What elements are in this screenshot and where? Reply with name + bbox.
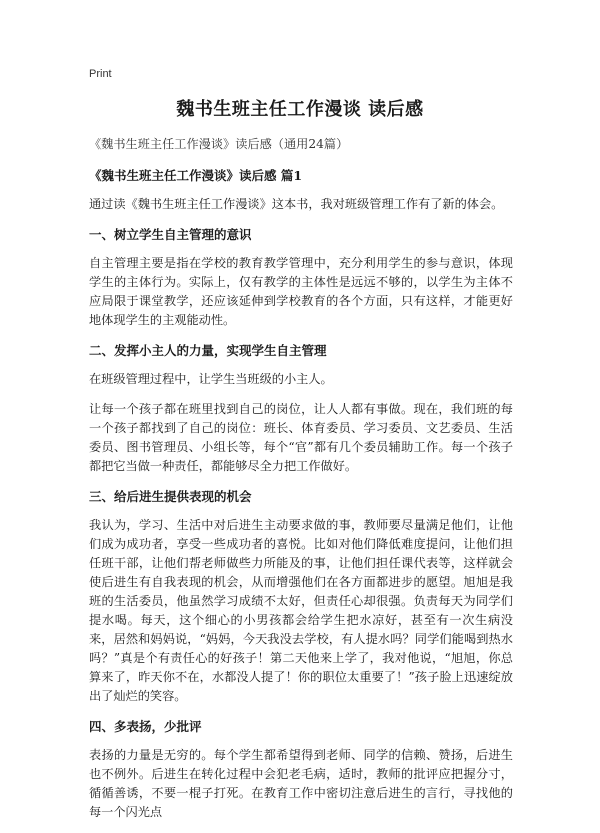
print-label[interactable]: Print	[89, 68, 112, 80]
section-4-paragraph-1: 表扬的力量是无穷的。每个学生都希望得到老师、同学的信赖、赞扬，后进生也不例外。后进生在转化过程中会犯老毛病，适时，教师的批评应把握分寸，循循善诱，不要一棍子打死。在教育工作中密切注意后进生的言行，寻找他的每一个闪光点	[89, 748, 513, 819]
section-heading-1: 一、树立学生自主管理的意识	[89, 227, 252, 242]
section-2-paragraph-2: 让每一个孩子都在班里找到自己的岗位，让人人都有事做。现在，我们班的每一个孩子都找到了自己的岗位：班长、体育委员、学习委员、文艺委员、生活委员、图书管理员、小组长等，每个“官”都有几个委员辅助工作。每一个孩子都把它当做一种责任，都能够尽全力把工作做好。	[89, 402, 513, 473]
page-title: 魏书生班主任工作漫谈 读后感	[176, 99, 424, 120]
section-1-paragraph-1: 自主管理主要是指在学校的教育教学管理中，充分利用学生的参与意识，体现学生的主体行为。实际上，仅有教学的主体性是远远不够的，以学生为主体不应局限于课堂教学，还应该延伸到学校教育的各个方面，只有这样，才能更好地体现学生的主观能动性。	[89, 256, 513, 327]
section-2-paragraph-1: 在班级管理过程中，让学生当班级的小主人。	[89, 372, 333, 386]
section-3-paragraph-1: 我认为，学习、生活中对后进生主动要求做的事，教师要尽量满足他们，让他们成为成功者，享受一些成功者的喜悦。比如对他们降低难度提问，让他们担任班干部，让他们帮老师做些力所能及的事，让他们担任课代表等，这样就会使后进生有自我表现的机会，从而增强他们在各方面都进步的愿望。旭旭是我班的生活委员，他虽然学习成绩不太好，但责任心却很强。负责每天为同学们提水喝。每天，这个细心的小男孩都会给学生把水凉好，甚至有一次生病没来，居然和妈妈说，“妈妈，今天我没去学校，有人提水吗？同学们能喝到热水吗？”真是个有责任心的好孩子！第二天他来上学了，我对他说，“旭旭，你总算来了，昨天你不在，水都没人提了！你的职位太重要了！”孩子脸上迅速绽放出了灿烂的笑容。	[89, 518, 513, 703]
section-heading-4: 四、多表扬，少批评	[89, 719, 202, 734]
section-heading-3: 三、给后进生提供表现的机会	[89, 489, 252, 504]
intro-paragraph: 通过读《魏书生班主任工作漫谈》这本书，我对班级管理工作有了新的体会。	[89, 197, 504, 211]
section-heading-2: 二、发挥小主人的力量，实现学生自主管理	[89, 343, 327, 358]
document-body	[89, 135, 513, 833]
article-title: 《魏书生班主任工作漫谈》读后感 篇1	[89, 168, 303, 183]
document-subtitle: 《魏书生班主任工作漫谈》读后感（通用24篇）	[89, 137, 349, 151]
